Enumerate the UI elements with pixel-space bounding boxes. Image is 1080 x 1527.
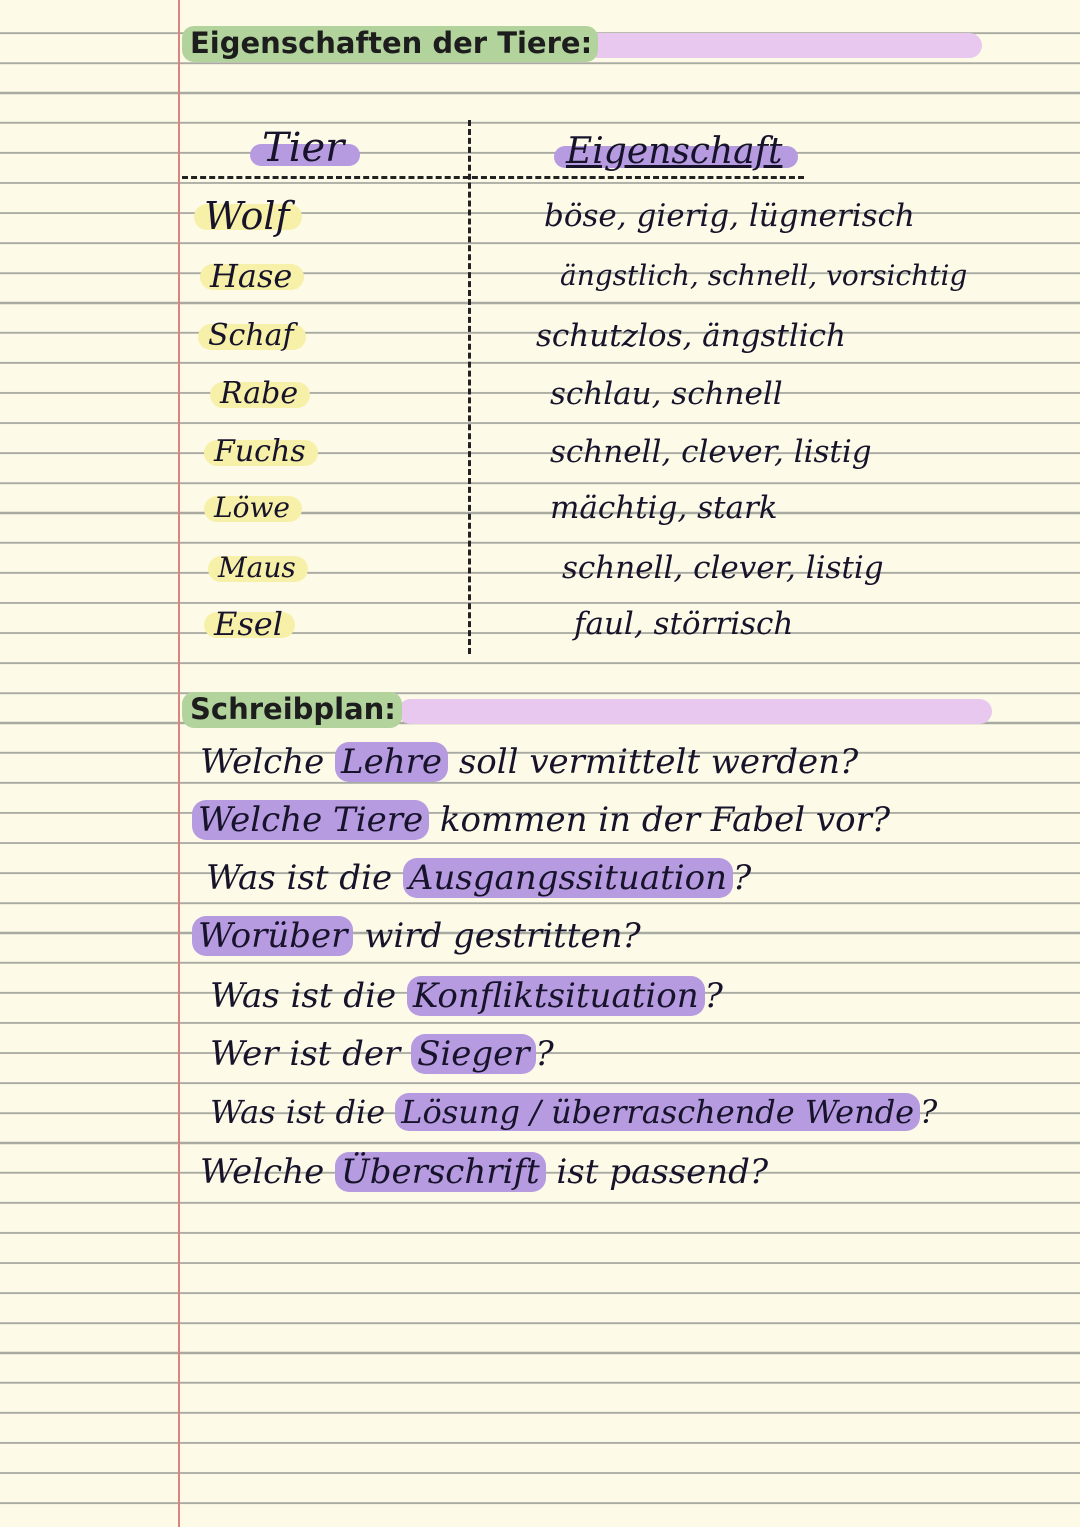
table-row — [0, 432, 1080, 472]
table-row — [0, 548, 1080, 588]
animal-property: schnell, clever, listig — [550, 434, 872, 470]
plan-question: Wer ist der Sieger ? — [210, 1034, 554, 1074]
animal-property: böse, gierig, lügnerisch — [544, 198, 915, 234]
plan-question: Welche Tiere kommen in der Fabel vor? — [192, 798, 890, 842]
animal-name: Hase — [210, 256, 292, 296]
table-row — [0, 196, 1080, 236]
animal-name: Löwe — [214, 488, 290, 528]
plan-question: Welche Lehre soll vermittelt werden? — [200, 742, 859, 782]
table-row — [0, 374, 1080, 414]
table-row — [0, 604, 1080, 644]
section-title-schreibplan: Schreibplan: — [182, 692, 402, 728]
plan-question: Was ist die Konfliktsituation ? — [210, 976, 723, 1016]
animal-name: Maus — [218, 548, 296, 588]
table-row — [0, 316, 1080, 356]
animal-property: ängstlich, schnell, vorsichtig — [560, 259, 968, 292]
animal-property: schutzlos, ängstlich — [536, 318, 846, 354]
animal-name: Rabe — [220, 374, 298, 414]
animal-name: Fuchs — [214, 432, 306, 472]
animal-name: Schaf — [208, 316, 294, 356]
section-title-eigenschaften: Eigenschaften der Tiere: — [182, 26, 598, 62]
animal-name: Esel — [214, 604, 283, 644]
heading-highlight-bar — [586, 33, 982, 58]
animal-property: schlau, schnell — [550, 376, 783, 412]
plan-question: Welche Überschrift ist passend? — [200, 1152, 769, 1192]
table-row — [0, 488, 1080, 528]
plan-question: Was ist die Lösung / überraschende Wende ? — [210, 1093, 938, 1131]
animal-property: schnell, clever, listig — [562, 550, 884, 586]
plan-question: Was ist die Ausgangssituation ? — [206, 858, 752, 898]
column-header-animal — [262, 125, 345, 171]
table-header-divider — [182, 176, 804, 179]
column-header-animal-label: Tier — [262, 125, 345, 171]
heading-highlight-bar — [398, 699, 992, 724]
column-header-property — [566, 131, 783, 172]
table-row — [0, 256, 1080, 296]
animal-property: faul, störrisch — [574, 606, 794, 642]
animal-property: mächtig, stark — [550, 490, 778, 526]
animal-name: Wolf — [204, 196, 290, 236]
plan-question: Worüber wird gestritten? — [192, 914, 641, 958]
column-header-property-label: Eigenschaft — [566, 131, 783, 172]
